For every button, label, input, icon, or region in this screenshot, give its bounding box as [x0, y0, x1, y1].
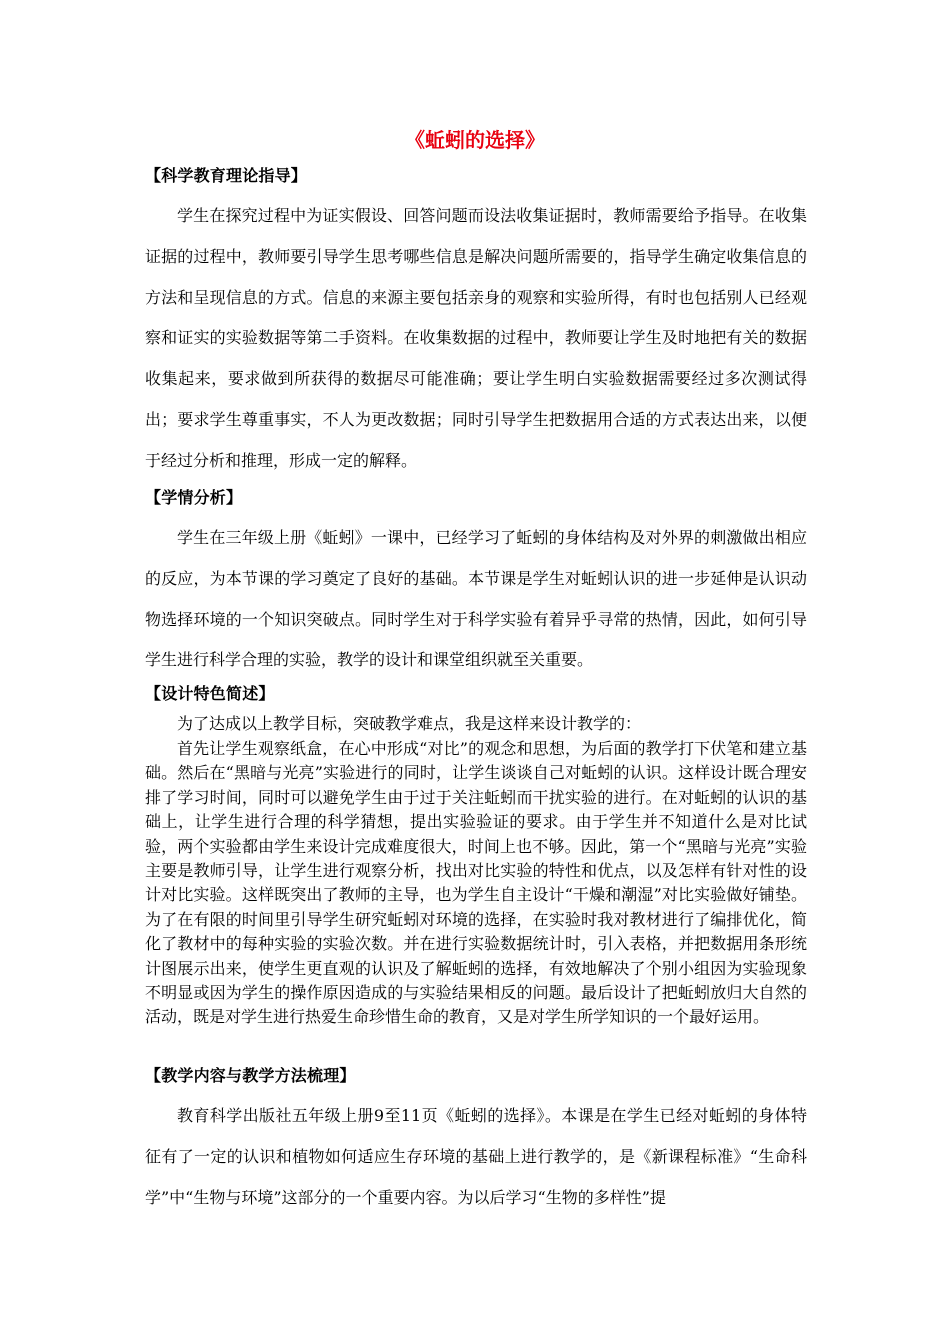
section-heading-theory: 【科学教育理论指导】 [145, 166, 308, 185]
paragraph-design-intro: 为了达成以上教学目标，突破教学难点，我是这样来设计教学的： [177, 714, 642, 733]
document-title: 《蚯蚓的选择》 [405, 128, 545, 152]
paragraph-design-body: 首先让学生观察纸盒，在心中形成“对比”的观念和思想，为后面的教学打下伏笔和建立基础。然后在“黑暗与光亮”实验进行的同时，让学生谈谈自己对蚯蚓的认识。这样设计既合理安排了学习时间，同时可以避免学生由于过于关注蚯蚓而干扰实验的进行。在对蚯蚓的认识的基础上，让学生进行合理的科学猜想，提出实验验证的要求。由于学生并不知道什么是对比试验，两个实验都由学生来设计完成难度很大，时间上也不够。因此，第一个“黑暗与光亮”实验主要是教师引导，让学生进行观察分析，找出对比实验的特性和优点，以及怎样有针对性的设计对比实验。这样既突出了教师的主导，也为学生自主设计“干燥和潮湿”对比实验做好铺垫。为了在有限的时间里引导学生研究蚯蚓对环境的选择，在实验时我对教材进行了编排优化，简化了教材中的每种实验的实验次数。并在进行实验数据统计时，引入表格，并把数据用条形统计图展示出来，使学生更直观的认识及了解蚯蚓的选择，有效地解决了个别小组因为实验现象不明显或因为学生的操作原因造成的与实验结果相反的问题。最后设计了把蚯蚓放归大自然的活动，既是对学生进行热爱生命珍惜生命的教育，又是对学生所学知识的一个最好运用。 [145, 739, 807, 1027]
paragraph-student-analysis: 学生在三年级上册《蚯蚓》一课中，已经学习了蚯蚓的身体结构及对外界的刺激做出相应的反应，为本节课的学习奠定了良好的基础。本节课是学生对蚯蚓认识的进一步延伸是认识动物选择环境的一个知识突破点。同时学生对于科学实验有着异乎寻常的热情，因此，如何引导学生进行科学合理的实验，教学的设计和课堂组织就至关重要。 [145, 528, 807, 670]
section-heading-student-analysis: 【学情分析】 [145, 488, 243, 507]
paragraph-theory: 学生在探究过程中为证实假设、回答问题而设法收集证据时，教师需要给予指导。在收集证据的过程中，教师要引导学生思考哪些信息是解决问题所需要的，指导学生确定收集信息的方法和呈现信息的方式。信息的来源主要包括亲身的观察和实验所得，有时也包括别人已经观察和证实的实验数据等第二手资料。在收集数据的过程中，教师要让学生及时地把有关的数据收集起来，要求做到所获得的数据尽可能准确；要让学生明白实验数据需要经过多次测试得出；要求学生尊重事实，不人为更改数据；同时引导学生把数据用合适的方式表达出来，以便于经过分析和推理，形成一定的解释。 [145, 206, 807, 470]
section-heading-content-methods: 【教学内容与教学方法梳理】 [145, 1066, 356, 1085]
section-heading-design-features: 【设计特色简述】 [145, 684, 275, 703]
paragraph-content-methods: 教育科学出版社五年级上册9至11页《蚯蚓的选择》。本课是在学生已经对蚯蚓的身体特征有了一定的认识和植物如何适应生存环境的基础上进行教学的，是《新课程标准》“生命科学”中“生物与环境”这部分的一个重要内容。为以后学习“生物的多样性”提 [145, 1106, 807, 1207]
